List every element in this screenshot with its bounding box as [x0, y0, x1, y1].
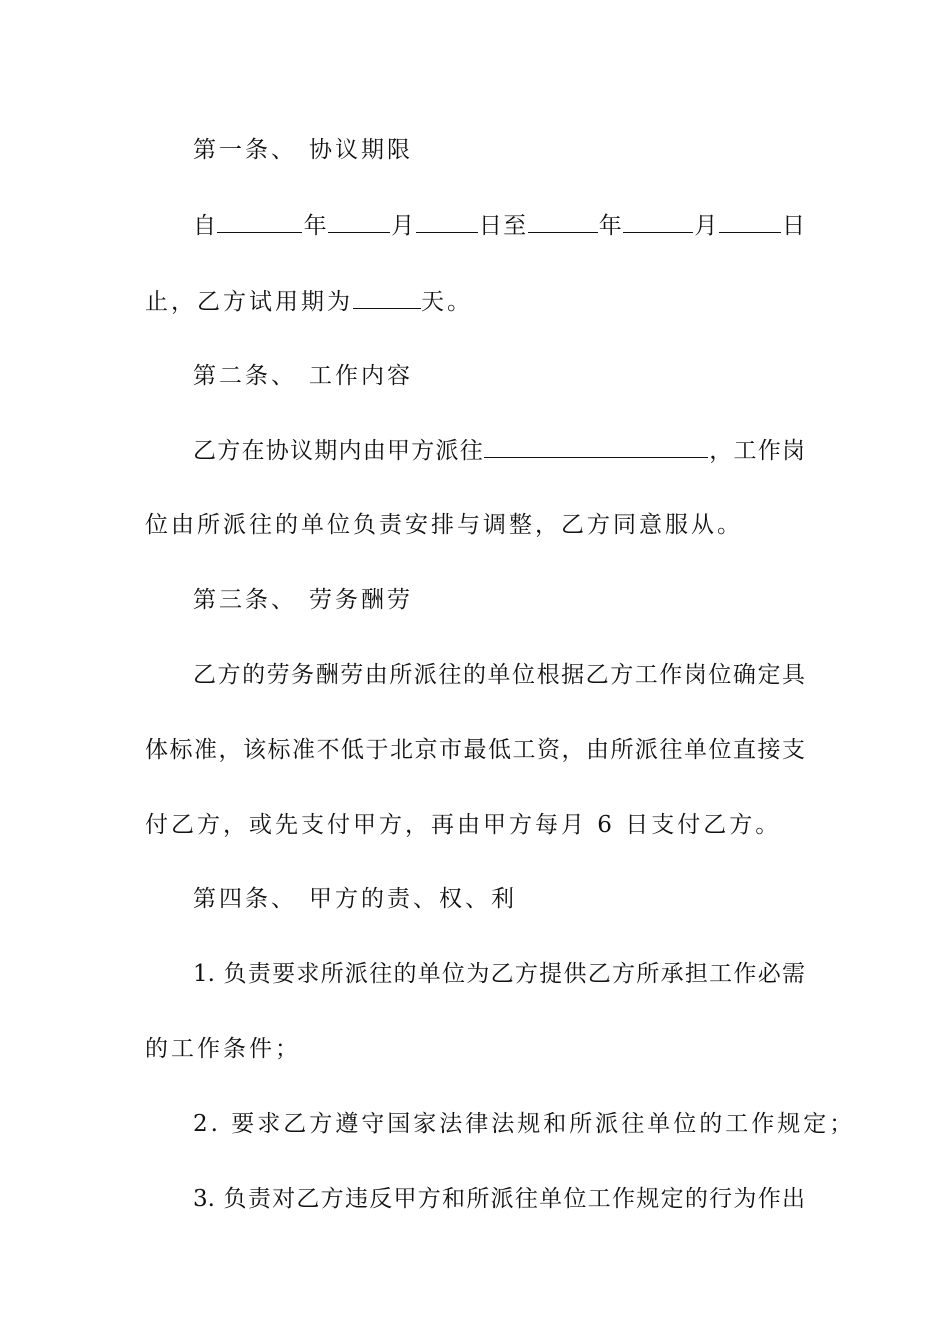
article1-number: 第一条、 [193, 137, 297, 163]
blank-end-year [528, 208, 598, 233]
article4-item1-line1: 1. 负责要求所派往的单位为乙方提供乙方所承担工作必需 [193, 961, 805, 987]
article2-number: 第二条、 [193, 363, 297, 389]
article3-heading [193, 580, 805, 620]
article2-line1 [193, 431, 805, 471]
period-word-month-2: 月 [693, 213, 719, 239]
article3-line2: 体标准，该标准不低于北京市最低工资，由所派往单位直接支 [145, 737, 805, 763]
article1-title: 协议期限 [309, 137, 413, 163]
article1-heading [193, 130, 805, 170]
blank-start-day [416, 208, 478, 233]
article3-line3: 付乙方，或先支付甲方，再由甲方每月 6 日支付乙方。 [145, 812, 782, 838]
blank-dispatch-unit [484, 433, 708, 458]
period-word-day: 日 [780, 213, 806, 239]
probation-prefix: 止，乙方试用期为 [145, 289, 353, 315]
blank-start-month [328, 208, 390, 233]
period-line [193, 206, 805, 246]
article4-number: 第四条、 [193, 886, 297, 912]
article4-item3: 3. 负责对乙方违反甲方和所派往单位工作规定的行为作出 [193, 1186, 805, 1212]
period-word-year-2: 年 [597, 213, 624, 239]
blank-end-day [719, 208, 781, 233]
period-word-month: 月 [389, 213, 416, 239]
probation-line [145, 282, 805, 322]
article2-line2: 位由所派往的单位负责安排与调整，乙方同意服从。 [145, 512, 743, 538]
article2-heading [193, 356, 805, 396]
article4-heading [193, 879, 805, 919]
article2-title: 工作内容 [309, 363, 413, 389]
dispatch-prefix: 乙方在协议期内由甲方派往 [193, 438, 484, 464]
article3-title: 劳务酬劳 [309, 587, 413, 613]
probation-suffix: 天。 [421, 289, 473, 315]
blank-end-month [623, 208, 693, 233]
article3-number: 第三条、 [193, 587, 297, 613]
dispatch-suffix: ，工作岗 [708, 438, 805, 464]
period-word-from: 自 [193, 213, 218, 239]
article4-title: 甲方的责、权、利 [309, 886, 517, 912]
blank-probation-days [353, 284, 421, 309]
blank-start-year [217, 208, 302, 233]
period-word-day-to: 日至 [477, 213, 528, 239]
article4-item1-line2: 的工作条件； [145, 1036, 301, 1062]
article3-line1: 乙方的劳务酬劳由所派往的单位根据乙方工作岗位确定具 [193, 662, 805, 688]
article4-item2: 2. 要求乙方遵守国家法律法规和所派往单位的工作规定； [193, 1111, 856, 1137]
period-word-year: 年 [302, 213, 328, 239]
